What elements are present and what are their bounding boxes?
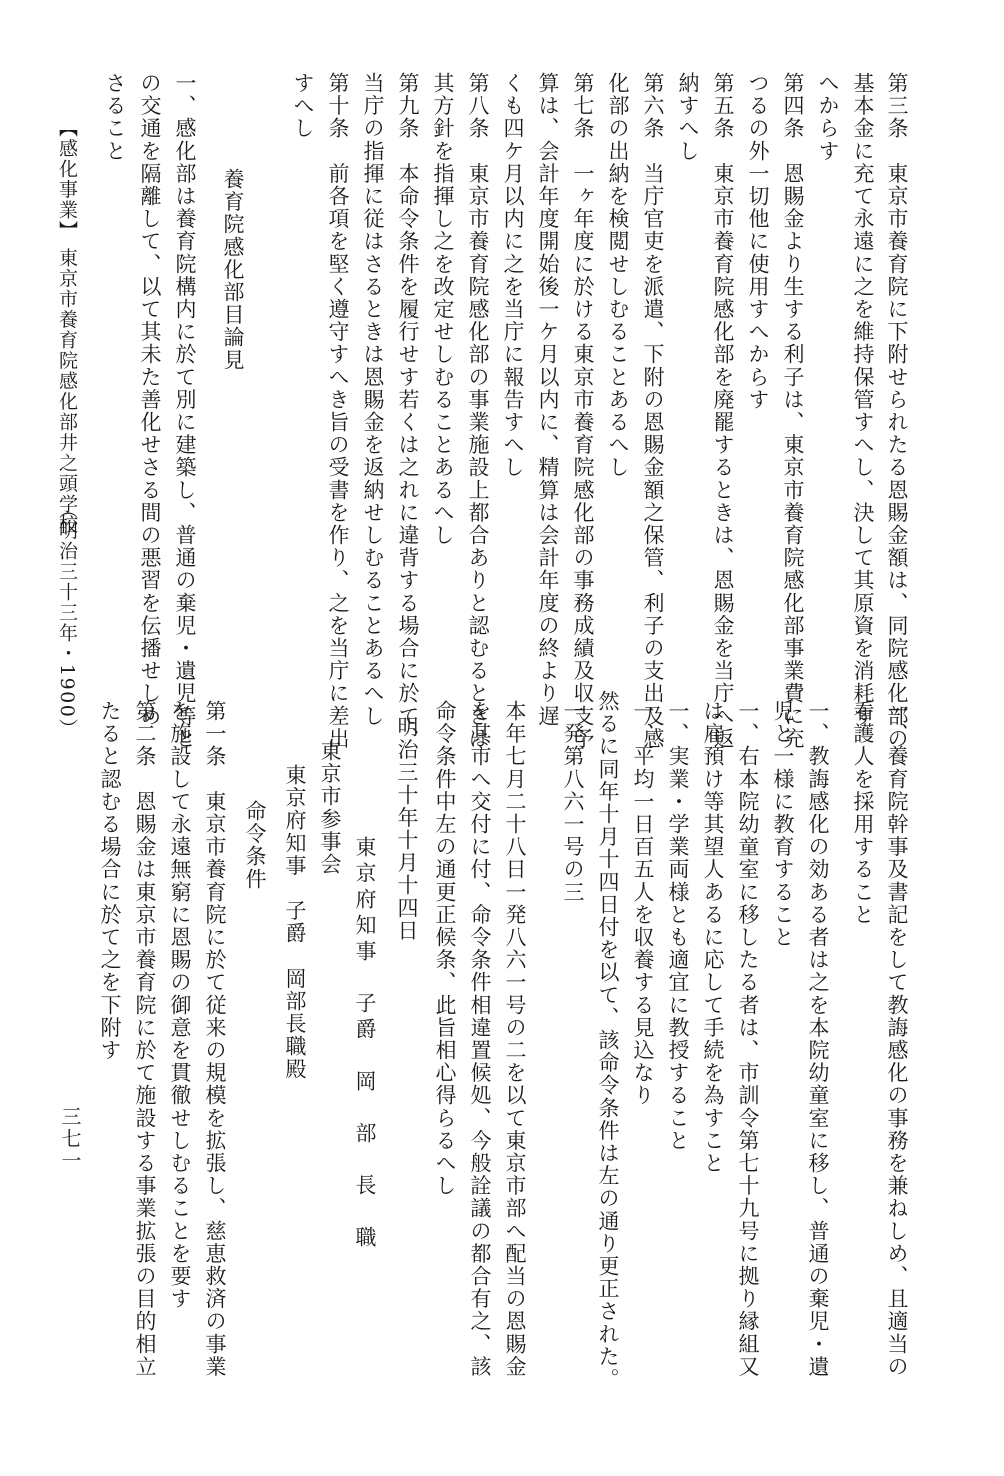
text-column: 命令条件中左の通更正候条、此旨相心得らるへし [433,700,457,1198]
text-column: 第五条 東京市養育院感化部を廃罷するときは、恩賜金を当庁へ返 [711,72,735,750]
text-column: たると認むる場合に於て之を下附す [98,700,122,1062]
text-column: 一、養育院幹事及書記をして教誨感化の事務を兼ねしめ、且適当の [885,700,909,1378]
text-column: 第八条 東京市養育院感化部の事業施設上都合ありと認むるときは [466,72,490,750]
text-column: 基本金に充て永遠に之を維持保管すへし、決して其原資を消耗す [851,72,875,728]
text-column: 一、右本院幼童室に移したる者は、市訓令第七十九号に拠り縁組又 [736,700,760,1378]
text-column: 其方針を指揮し之を改定せしむることあるへし [431,72,455,547]
text-column: 第四条 恩賜金より生する利子は、東京市養育院感化部事業費に充 [781,72,805,750]
text-column: を施設して永遠無窮に恩賜の御意を貫徹せしむることを要す [168,700,192,1311]
text-column: 一発第八六一号の三 [561,700,585,904]
date-line: 明治三十年十月十四日 [395,716,419,942]
section-heading: 命令条件 [243,800,267,891]
section-heading: 養育院感化部目論見 [221,168,245,372]
running-header-category: 【感化事業】 [56,118,78,241]
text-column: へからす [816,72,840,163]
running-header-era: （明治三十三年・1900） [56,500,78,739]
text-column: つるの外一切他に使用すへからす [746,72,770,411]
text-column: すへし [291,72,315,140]
addressee-line: 東京府知事 子爵 岡部長職殿 [283,764,307,1081]
addressee-line: 東京市参事会 [318,740,342,876]
text-column: 看護人を採用すること [851,700,875,926]
text-column: 第二条 恩賜金は東京市養育院に於て施設する事業拡張の目的相立 [133,700,157,1378]
text-column: 第三条 東京市養育院に下附せられたる恩賜金額は、同院感化部の [885,72,909,750]
text-column: 一、平均一日百五人を収養する見込なり [631,700,655,1107]
text-column: 一、実業・学業両様とも適宜に教授すること [666,700,690,1152]
text-column: 本年七月二十八日一発八六一号の二を以て東京市部へ配当の恩賜金 [503,700,527,1378]
text-column: は雇預け等其望人あるに応して手続を為すこと [701,700,725,1175]
text-column: 算は、会計年度開始後一ケ月以内に、精算は会計年度の終より遅 [536,72,560,728]
running-header-school: 東京市養育院感化部井之頭学校 [56,248,78,535]
page-number: 三七一 [58,1106,82,1172]
text-column: 第六条 当庁官吏を派遣、下附の恩賜金額之保管、利子の支出及感 [641,72,665,750]
text-column: 当庁の指揮に従はさるときは恩賜金を返納せしむることあるへし [361,72,385,728]
text-column: 化部の出納を検閲せしむることあるへし [606,72,630,479]
signature-line: 東京府知事 子爵 岡 部 長 職 [353,836,377,1252]
text-column: 然るに同年十月十四日付を以て、該命令条件は左の通り更正された。 [596,690,620,1391]
text-column: を其市へ交付に付、命令条件相違置候処、今般詮議の都合有之、該 [468,700,492,1378]
text-column: 一、教誨感化の効ある者は之を本院幼童室に移し、普通の棄児・遺 [806,700,830,1378]
text-column: 第九条 本命令条件を履行せす若くは之れに違背する場合に於て、 [396,72,420,750]
text-column: くも四ケ月以内に之を当庁に報告すへし [501,72,525,479]
text-column: 第一条 東京市養育院に於て従来の規模を拡張し、慈恵救済の事業 [203,700,227,1378]
text-column: さること [103,72,127,163]
text-column: 第七条 一ヶ年度に於ける東京市養育院感化部の事務成績及収支予 [571,72,595,750]
text-column: 一、感化部は養育院構内に於て別に建築し、普通の棄児・遺児等と [173,72,197,750]
text-column: 児と一様に教育すること [771,700,795,949]
text-column: の交通を隔離して、以て其未た善化せさる間の悪習を伝播せしめ [138,72,162,728]
text-column: 納すへし [676,72,700,163]
text-column: 第十条 前各項を堅く遵守すへき旨の受書を作り、之を当庁に差出 [326,72,350,750]
